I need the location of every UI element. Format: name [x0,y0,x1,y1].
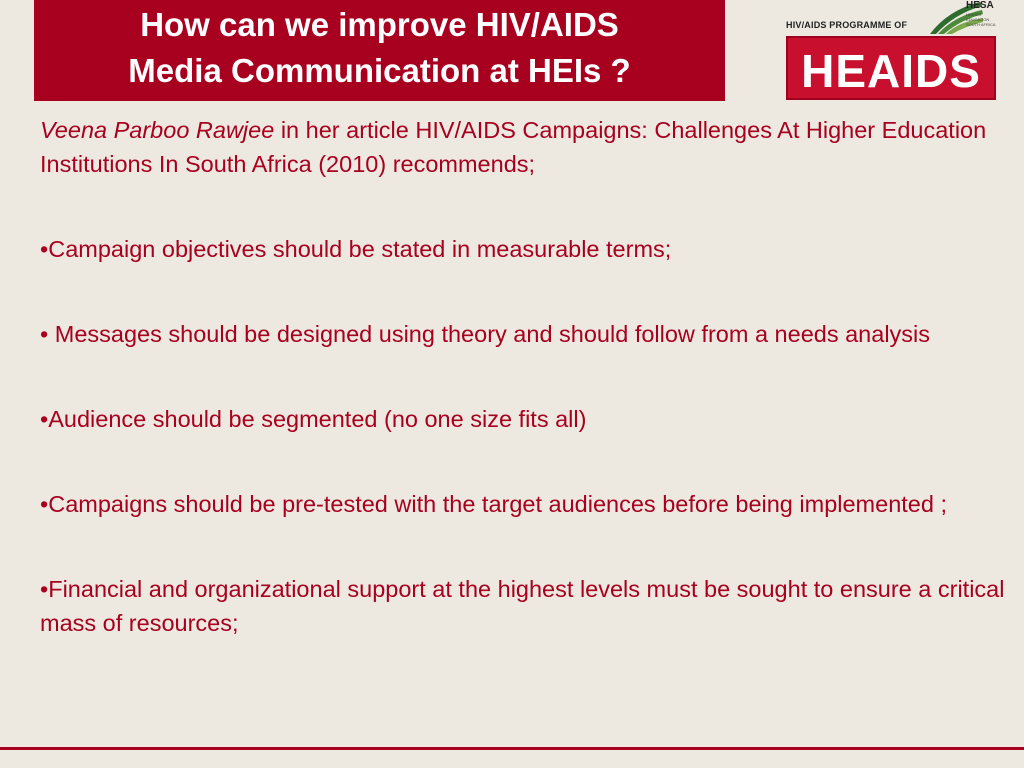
bullet-item: •Campaign objectives should be stated in measurable terms; [40,236,672,262]
heaids-banner [786,36,996,100]
programme-label: HIV/AIDS PROGRAMME OF [786,20,908,30]
bullet-item: • Messages should be designed using theory and should follow from a needs analysis [40,321,931,347]
slide-body [40,113,1015,691]
slide-title-line-2: Media Communication at HEIs ? [128,52,631,89]
hesa-wordmark: HESA [966,0,994,11]
heaids-wordmark: HEAIDS [801,45,981,97]
bullet-item: •Financial and organizational support at the highest levels must be sought to ensure a critical mass of resources; [40,576,1005,636]
slide-title [34,0,725,101]
author-name: Veena Parboo Rawjee [40,117,275,143]
slide-title-line-1: How can we improve HIV/AIDS [140,6,619,43]
bottom-divider [0,747,1024,750]
bullet-item: •Audience should be segmented (no one size fits all) [40,406,587,432]
heaids-logo [780,0,998,102]
bullet-item: •Campaigns should be pre-tested with the target audiences before being implemented ; [40,491,947,517]
intro-text: in her article HIV/AIDS Campaigns: Challenges At Higher Education Institutions In South Africa (2010) recommends; [40,117,987,177]
intro-paragraph [40,113,1015,181]
hesa-subtitle: HIGHER EDUCATION SOUTH AFRICA [966,12,996,27]
